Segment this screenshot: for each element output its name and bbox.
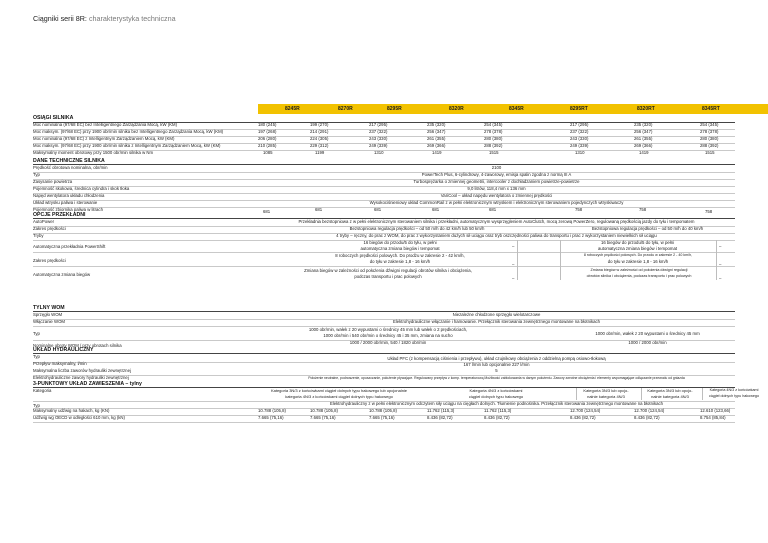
row-label: Typ	[33, 403, 40, 408]
cell-value: 214 (291)	[310, 129, 329, 134]
section-divider	[33, 353, 735, 354]
hitch-category-d-line2: nalnie kategoria 4N/3	[651, 394, 689, 399]
hydraulics-type: Układ PFC (z kompensacją ciśnienia i przepływu), układ czujnikowy obciążenia z oddzielną pompą osiowo-tłokową	[387, 356, 606, 361]
cell-value: 758	[639, 207, 647, 212]
cell-value: 199 (270)	[310, 122, 329, 127]
row-label: Zasysanie powietrza	[33, 179, 73, 184]
cell-value: 280 (380)	[700, 136, 719, 141]
hitch-category-b-line2: ciągieł dolnych typu hakowego	[468, 394, 524, 399]
cell-value: 235 (320)	[634, 122, 653, 127]
speed-range-rt: Bezstopniowa regulacja prędkości – od 50 m/h do 40 km/h	[591, 226, 704, 231]
hydraulics-flow: 167 l/min lub opcjonalnie 227 l/min	[463, 362, 530, 367]
powershift-speed-r-line2: do tyłu w zakresie 1,8 - 16 km/h	[369, 259, 431, 264]
cell-value: 256 (347)	[634, 129, 653, 134]
cell-value: 217 (295)	[570, 122, 589, 127]
cell-value: 7.665 (75,16)	[310, 415, 336, 420]
cell-value: 269 (366)	[427, 143, 446, 148]
cell-value: 7.665 (75,16)	[369, 415, 395, 420]
row-label: Zakres prędkości	[33, 258, 66, 263]
cell-value: 1515	[705, 150, 715, 155]
cell-value: 8.436 (82,72)	[484, 415, 510, 420]
column-divider	[560, 240, 561, 280]
cell-value: 8.436 (82,72)	[570, 415, 596, 420]
autopower-description: Przekładnia bezstopniowa z w pełni elektronicznym sterowaniem silnika i przekładni, automatycznym wysprzęgleniem AutoClutch, mocą zerową PowerZero, regulowaną prędkością jazdy do tyłu i tempomatem	[298, 219, 695, 224]
cell-value: 10.788 (105,8)	[369, 408, 397, 413]
pto-rpm-rt: 1000 / 2000 obr/min	[628, 340, 667, 345]
engine-injection: Wysokociśnieniowy układ CommonRail z w pełni elektronicznym wtryskiem i elektronicznym sterowaniem pojedynczych wtryskiwaczy	[369, 200, 624, 205]
cell-value: 288 (392)	[484, 143, 503, 148]
cell-value: 261 (355)	[427, 136, 446, 141]
row-label: Typ	[33, 354, 40, 359]
hitch-category-c-line2: nalnie kategoria 4N/3	[587, 394, 625, 399]
row-label: Typ	[33, 172, 40, 177]
auto-shift-r-line1: Zmiana biegów w zależności od położenia dźwigni regulacji obrotów silnika i obciążenia,	[304, 268, 472, 273]
not-available-dash: –	[512, 244, 515, 249]
row-label: Moc nominalna (97/68 EC) bez Intelligentnego Zarządzania Mocą, kW (KM)	[33, 122, 178, 127]
model-8320r: 8320R	[449, 105, 464, 112]
column-divider	[576, 388, 577, 400]
page-title	[33, 14, 176, 23]
model-8320rt: 8320RT	[637, 105, 655, 112]
cell-value: 681	[263, 209, 271, 214]
powershift-r-line1: 16 biegów do przodu/5 do tyłu, w pełni	[363, 240, 437, 245]
column-divider	[702, 388, 703, 400]
auto-shift-rt-line2: obrotów silnika i obciążenia, podczas transportu i prac polowych	[586, 274, 692, 278]
cell-value: 1310	[575, 150, 585, 155]
cell-value: 254 (345)	[484, 122, 503, 127]
row-label: Pojemność skokowa, średnica cylindra i skok tłoka	[33, 186, 130, 191]
hitch-category-d-line1: Kategoria 3N/3 lub opcjo-	[647, 388, 693, 393]
row-label: Napęd wentylatora układu chłodzenia	[33, 193, 105, 198]
row-label: Układ wtrysku paliwa i sterowanie	[33, 200, 98, 205]
cell-value: 278 (378)	[484, 129, 503, 134]
cell-value: 681	[315, 207, 323, 212]
cell-value: 237 (322)	[369, 129, 388, 134]
row-label: Elektrohydrauliczne zawory hydrauliki zewnętrznej	[33, 375, 129, 380]
row-label: AutoPower	[33, 219, 55, 224]
cell-value: 681	[374, 207, 382, 212]
cell-value: 206 (280)	[258, 136, 277, 141]
cell-value: 197 (268)	[258, 129, 277, 134]
powershift-rt-line2: automatyczna zmiana biegów i tempomat	[597, 246, 678, 251]
powershift-speed-rt-line2: do tyłu w zakresie 1,8 - 16 km/h	[607, 259, 669, 264]
row-label: Sprzęgło WOM	[33, 312, 63, 317]
page-title-main: Ciągniki serii 8R:	[33, 14, 87, 23]
powershift-rt-line1: 16 biegów do przodu/5 do tyłu, w pełni	[600, 240, 675, 245]
row-label: Moc maksym. (97/68 EC) przy 1900 obr/min silnika z Intelligentnym Zarządzaniem Mocą, kW (KM)	[33, 143, 221, 148]
engine-air: Turbosprężarka o zmiennej geometrii, intercooler z dochładzaniem powietrze-powietrze	[413, 179, 580, 184]
pto-engagement: Elektrohydrauliczne włączanie i hamowanie. Przełącznik sterowania zewnętrznego montowane na błotnikach	[392, 319, 601, 324]
model-8270r: 8270R	[338, 105, 353, 112]
not-available-dash: –	[719, 244, 722, 249]
cell-value: 10.788 (105,8)	[258, 408, 286, 413]
column-divider	[641, 388, 642, 400]
cell-value: 7.665 (75,16)	[258, 415, 284, 420]
cell-value: 278 (378)	[700, 129, 719, 134]
cell-value: 1085	[263, 150, 273, 155]
row-label: Zakres prędkości	[33, 226, 66, 231]
cell-value: 12.700 (124,54)	[570, 408, 601, 413]
row-label: Prędkość obrotowa nominalna, obr/min	[33, 165, 108, 170]
cell-value: 11.762 (115,3)	[427, 408, 455, 413]
model-8345r: 8345R	[509, 105, 524, 112]
speed-range-r: Bezstopniowa regulacja prędkości – od 50 m/h do 42 km/h lub 50 km/h	[349, 226, 485, 231]
model-8295rt: 8295RT	[570, 105, 588, 112]
powershift-speed-rt-line1: 8 roboczych prędkości polowych. Do przodu w zakresie 2 - 40 km/h,	[583, 253, 693, 257]
cell-value: 1310	[374, 150, 384, 155]
cell-value: 11.762 (115,3)	[484, 408, 512, 413]
hitch-category-e-line1: Kategoria 4N/3 z końcówkami	[709, 388, 759, 392]
section-title-rear-pto: TYLNY WOM	[33, 305, 65, 311]
cell-value: 249 (339)	[369, 143, 388, 148]
cell-value: 256 (347)	[427, 129, 446, 134]
hitch-category-c-line1: Kategoria 3N/3 lub opcjo-	[583, 388, 629, 393]
row-label: Typ	[33, 331, 40, 336]
row-label: Moc nominalna (97/68 EC) z Intelligentnym Zarządzaniem Mocą, kW (KM)	[33, 136, 175, 141]
section-title-rear-hitch: 3-PUNKTOWY UKŁAD ZAWIESZENIA – tylny	[33, 381, 142, 387]
cell-value: 280 (380)	[484, 136, 503, 141]
cell-value: 1199	[315, 150, 325, 155]
engine-rpm: 2100	[491, 165, 502, 170]
cell-value: 261 (355)	[634, 136, 653, 141]
cell-value: 217 (295)	[369, 122, 388, 127]
model-8245r: 8245R	[285, 105, 300, 112]
cell-value: 249 (339)	[570, 143, 589, 148]
row-label: Automatyczna zmiana biegów	[33, 272, 91, 277]
hydraulics-ehv: Położenie neutralne, podnoszenie, opuszczanie, położenie pływające. Regulowany przepływ z komp. temperaturową Możliwość zablokowania w danym położeniu. Zawory zwrotne obciążenia i elementy wspomagające odłączanie przewodu od gniazda	[308, 376, 685, 380]
pto-type-rt: 1000 obr/min, wałek z 20 wypustami o średnicy 45 mm	[595, 331, 700, 336]
cell-value: 235 (320)	[427, 122, 446, 127]
not-available-dash: –	[512, 262, 515, 267]
row-label: Udźwig wg OECD w odległości 610 mm, kg (kN)	[33, 415, 125, 420]
transmission-modes: 4 tryby – ręczny, do prac z WOM, do prac z wykorzystaniem dużych sił uciągu oraz tryb oszczędności paliwa do transportu i prac z wykorzystaniem niewielkich sił uciągu	[336, 233, 657, 238]
engine-fan: VariCool – układ napędu wentylatora o zmiennej prędkości	[440, 193, 553, 198]
row-label: Maksymalny moment obrotowy przy 1500 obr/min silnika w Nm	[33, 150, 154, 155]
hitch-type: Elektrohydrauliczny z w pełni elektronicznym odczytem siły uciągu na cięgłach dolnych. Tłumienie podnośnika. Przełącznik sterowania zewnętrznego montowane na błotnikach	[329, 401, 664, 406]
powershift-speed-r-line1: 8 roboczych prędkości polowych. Do prodżu w zakresie 2 - 42 km/h,	[335, 253, 465, 258]
not-available-dash: –	[512, 276, 515, 281]
hydraulics-valves: 5	[495, 368, 498, 373]
cell-value: 243 (330)	[369, 136, 388, 141]
cell-value: 8.754 (85,84)	[700, 415, 726, 420]
not-available-dash: –	[719, 262, 722, 267]
pto-rpm-r: 1000 / 2000 obr/min, 540 / 1820 obr/min	[349, 340, 427, 345]
auto-shift-rt-line1: Zmiana biegów w zależności od położenia dźwigni regulacji	[590, 268, 688, 272]
cell-value: 8.436 (82,72)	[634, 415, 660, 420]
column-divider	[716, 240, 717, 280]
not-available-dash: –	[719, 276, 722, 281]
cell-value: 8.436 (82,72)	[427, 415, 453, 420]
row-label: Nominalne obroty WOM / przy obrotach silnika	[33, 343, 122, 348]
hitch-category-b-line1: Kategoria 4N/3 z końcówkami	[469, 388, 523, 393]
row-label: Automatyczna przekładnia PowerShift	[33, 244, 106, 249]
row-label: Pojemność zbiornika paliwa w litrach	[33, 207, 103, 212]
cell-value: 1419	[432, 150, 442, 155]
auto-shift-r-line2: podczas transportu i prac polowych	[354, 274, 422, 279]
cell-value: 237 (322)	[570, 129, 589, 134]
pto-type-r-line1: 1000 obr/min, wałek z 20 wypustami o średnicy 45 mm lub wałek o 2 prędkościach,	[308, 327, 468, 332]
section-title-engine-specs: DANE TECHNICZNE SILNIKA	[33, 158, 105, 164]
section-title-hydraulics: UKŁAD HYDRAULICZNY	[33, 347, 94, 353]
page-title-sub: charakterystyka techniczna	[88, 14, 176, 23]
row-label: Tryby	[33, 233, 44, 238]
cell-value: 758	[575, 207, 583, 212]
cell-value: 12.700 (124,54)	[634, 408, 665, 413]
cell-value: 681	[432, 207, 440, 212]
cell-value: 681	[489, 207, 497, 212]
row-label: Włączanie WOM	[33, 319, 65, 324]
cell-value: 229 (312)	[310, 143, 329, 148]
column-divider	[517, 240, 518, 280]
row-divider	[33, 422, 735, 423]
row-label: Przepływ maksymalny, l/min	[33, 361, 87, 366]
row-divider	[33, 266, 735, 267]
row-label: Kategoria	[33, 388, 52, 393]
row-label: Moc maksym. (97/68 EC) przy 1900 obr/min silnika bez Intelligentnego Zarządzania Mocą, kW (KM)	[33, 129, 224, 134]
hitch-category-a-line2: kategoria 4N/3 z końcówkami ciągieł dolnych typu hakowego	[285, 394, 393, 399]
hitch-category-e-line2: ciągieł dolnych typu hakowego	[708, 394, 760, 398]
cell-value: 12.610 (123,66)	[700, 408, 731, 413]
cell-value: 269 (366)	[634, 143, 653, 148]
cell-value: 224 (305)	[310, 136, 329, 141]
powershift-r-line2: automatyczna zmiana biegów i tempomat	[360, 246, 440, 251]
section-title-engine-performance: OSIĄGI SILNIKA	[33, 115, 74, 121]
pto-clutch: Niezależne chłodzone sprzęgło wielotarczowe	[452, 312, 541, 317]
pto-type-r-line2: 1000 obr/min i 540 obr/min o średnicy 45 i 35 mm, zmiana na sucho	[323, 333, 453, 338]
cell-value: 180 (245)	[258, 122, 277, 127]
cell-value: 254 (345)	[700, 122, 719, 127]
engine-type: PowerTech Plus, 6-cylindrowy, 4-zaworowy, emisja spalin zgodna z normą III A	[421, 172, 572, 177]
row-label: Maksymalny udźwig na hakach, kg (KN)	[33, 408, 110, 413]
row-divider	[33, 207, 735, 208]
model-8295r: 8295R	[387, 105, 402, 112]
hitch-category-a-line1: Kategoria 3N/3 z końcówkami ciągieł dolnych typu hakowego lub opcjonalnie	[270, 388, 408, 393]
section-title-transmission: OPCJE PRZEKŁADNI	[33, 212, 86, 218]
model-8345rt: 8345RT	[702, 105, 720, 112]
cell-value: 1515	[489, 150, 499, 155]
engine-displacement: 9,0 litrów, 118,4 mm x 136 mm	[467, 186, 526, 191]
row-label: Maksymalna liczba zaworów hydrauliki zewnętrznej	[33, 368, 131, 373]
cell-value: 10.788 (105,8)	[310, 408, 338, 413]
cell-value: 288 (392)	[700, 143, 719, 148]
cell-value: 243 (330)	[570, 136, 589, 141]
cell-value: 210 (285)	[258, 143, 277, 148]
cell-value: 758	[705, 209, 713, 214]
cell-value: 1419	[639, 150, 649, 155]
